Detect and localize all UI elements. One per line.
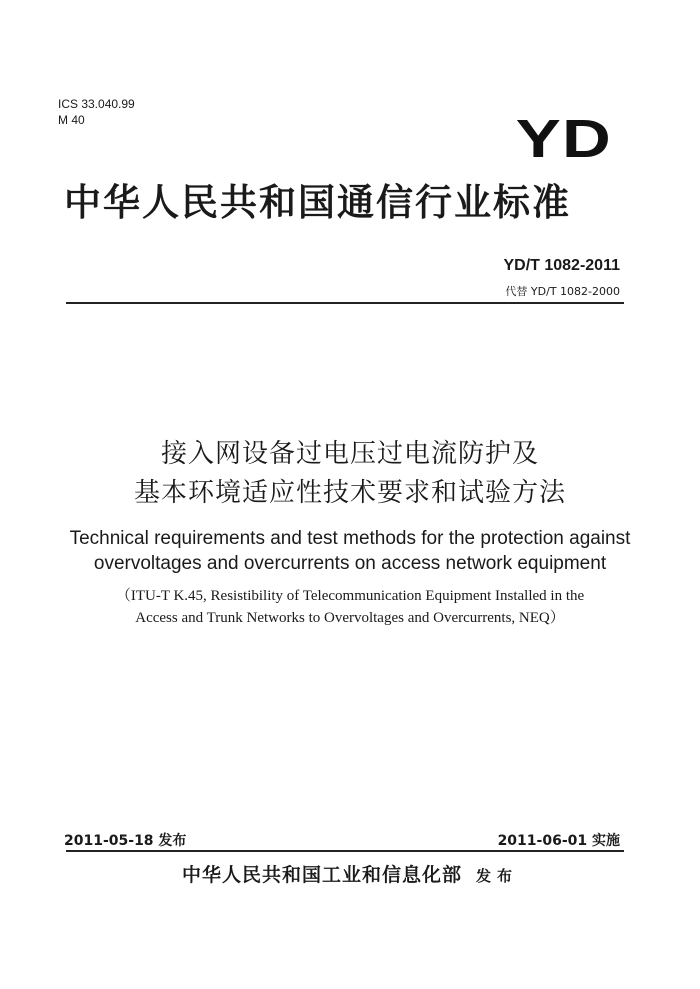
publisher-block — [0, 860, 700, 887]
document-title-english-line-1: Technical requirements and test methods for the protection against — [69, 528, 631, 549]
ics-code: ICS 33.040.99 — [58, 97, 135, 111]
issue-date: 2011-05-18 发布 — [64, 833, 187, 849]
yd-logo: YD — [515, 109, 612, 169]
reference-standard-line-2: Access and Trunk Networks to Overvoltages and Overcurrents, NEQ） — [135, 610, 565, 626]
replaces-standard: 代替 YD/T 1082-2000 — [505, 285, 620, 298]
publisher-name: 中华人民共和国工业和信息化部 — [181, 864, 462, 886]
reference-standard-line-1: （ITU-T K.45, Resistibility of Telecommunication Equipment Installed in the — [115, 588, 585, 604]
document-title-english-line-2: overvoltages and overcurrents on access network equipment — [93, 553, 607, 574]
implementation-date: 2011-06-01 实施 — [497, 833, 620, 849]
document-title-chinese-line-2: 基本环境适应性技术要求和试验方法 — [133, 478, 566, 508]
publish-verb: 发布 — [476, 867, 519, 885]
standard-category-title: 中华人民共和国通信行业标准 — [64, 181, 571, 224]
bottom-divider — [66, 850, 624, 852]
classification-code: M 40 — [58, 113, 85, 127]
top-divider — [66, 302, 624, 304]
document-title-chinese-line-1: 接入网设备过电压过电流防护及 — [160, 439, 539, 469]
standard-number: YD/T 1082-2011 — [503, 257, 620, 274]
